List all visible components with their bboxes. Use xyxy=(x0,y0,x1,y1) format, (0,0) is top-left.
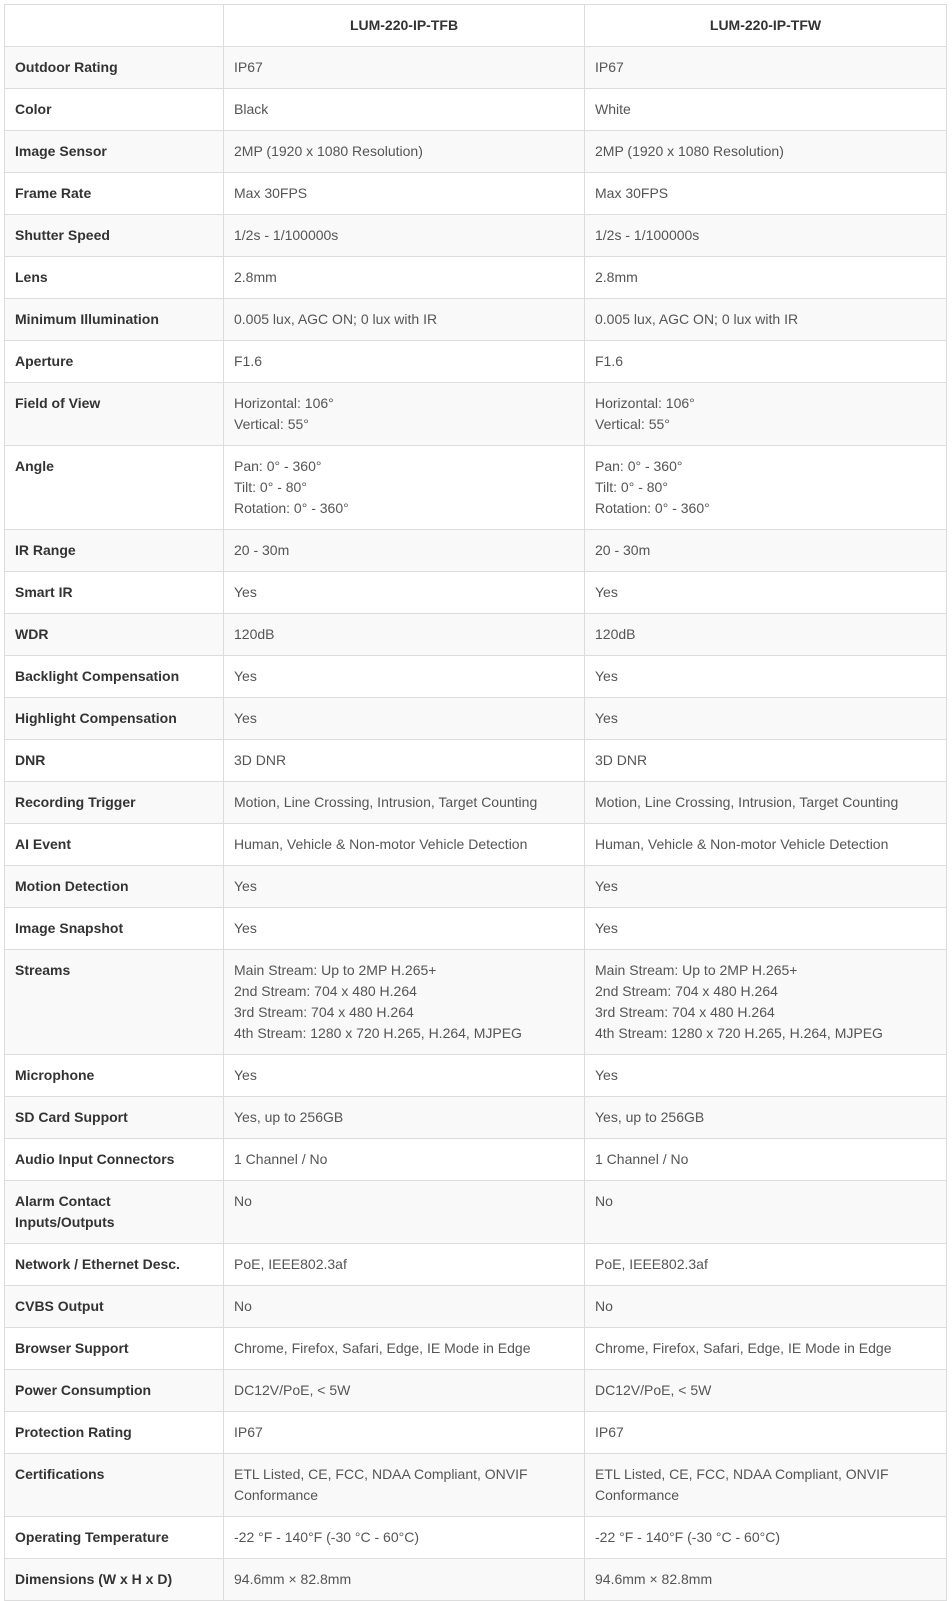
spec-value-line: Yes, up to 256GB xyxy=(595,1109,705,1125)
spec-value-tfb xyxy=(224,782,585,824)
spec-value-tfw xyxy=(585,530,947,572)
spec-value-line: IP67 xyxy=(234,1424,263,1440)
spec-value-tfb xyxy=(224,824,585,866)
spec-label: WDR xyxy=(5,614,224,656)
table-row xyxy=(5,1517,947,1559)
table-row xyxy=(5,1559,947,1601)
spec-value-line: DC12V/PoE, < 5W xyxy=(595,1382,712,1398)
table-row xyxy=(5,383,947,446)
table-row xyxy=(5,215,947,257)
spec-value-tfw xyxy=(585,572,947,614)
spec-value-line: Yes xyxy=(234,920,257,936)
spec-label: Motion Detection xyxy=(5,866,224,908)
table-row xyxy=(5,866,947,908)
spec-value-line: F1.6 xyxy=(234,353,263,369)
spec-value-line: 0.005 lux, AGC ON; 0 lux with IR xyxy=(234,311,438,327)
spec-value-line: Pan: 0° - 360° xyxy=(595,458,683,474)
spec-label: Smart IR xyxy=(5,572,224,614)
spec-value-line: Yes xyxy=(234,878,257,894)
spec-value-tfb xyxy=(224,1517,585,1559)
spec-value-tfw xyxy=(585,1517,947,1559)
spec-value-line: Yes xyxy=(595,920,618,936)
spec-value-line: 2.8mm xyxy=(234,269,277,285)
spec-value-tfb xyxy=(224,656,585,698)
spec-value-line: 120dB xyxy=(595,626,636,642)
table-row xyxy=(5,782,947,824)
spec-value-line: Rotation: 0° - 360° xyxy=(595,500,710,516)
spec-value-tfb xyxy=(224,299,585,341)
spec-value-line: ETL Listed, CE, FCC, NDAA Compliant, ONVIF xyxy=(595,1466,889,1482)
spec-value-tfw xyxy=(585,1370,947,1412)
spec-value-line: PoE, IEEE802.3af xyxy=(234,1256,347,1272)
spec-value-tfw xyxy=(585,908,947,950)
table-row xyxy=(5,1370,947,1412)
table-row xyxy=(5,614,947,656)
table-row xyxy=(5,257,947,299)
table-row xyxy=(5,173,947,215)
table-row xyxy=(5,299,947,341)
spec-value-line: 20 - 30m xyxy=(595,542,651,558)
spec-value-line: Horizontal: 106° xyxy=(234,395,334,411)
table-row xyxy=(5,908,947,950)
spec-value-tfw xyxy=(585,1559,947,1601)
spec-value-line: Vertical: 55° xyxy=(595,416,670,432)
spec-value-line: 3rd Stream: 704 x 480 H.264 xyxy=(234,1004,414,1020)
spec-value-line: 120dB xyxy=(234,626,275,642)
spec-value-tfb xyxy=(224,908,585,950)
spec-value-line: Yes xyxy=(234,584,257,600)
spec-value-tfw xyxy=(585,1412,947,1454)
spec-value-tfb xyxy=(224,1244,585,1286)
spec-value-line: 2.8mm xyxy=(595,269,638,285)
spec-value-tfw xyxy=(585,950,947,1055)
spec-value-tfb xyxy=(224,530,585,572)
table-row xyxy=(5,1286,947,1328)
spec-value-line: -22 °F - 140°F (-30 °C - 60°C) xyxy=(234,1529,419,1545)
spec-value-line: 3rd Stream: 704 x 480 H.264 xyxy=(595,1004,775,1020)
spec-value-line: Main Stream: Up to 2MP H.265+ xyxy=(595,962,798,978)
spec-value-tfw xyxy=(585,1286,947,1328)
spec-value-line: Rotation: 0° - 360° xyxy=(234,500,349,516)
spec-label: Alarm Contact Inputs/Outputs xyxy=(5,1181,224,1244)
spec-value-line: 1/2s - 1/100000s xyxy=(234,227,339,243)
table-row xyxy=(5,824,947,866)
table-row xyxy=(5,446,947,530)
header-model-tfb: LUM-220-IP-TFB xyxy=(224,5,585,47)
table-row xyxy=(5,530,947,572)
spec-label: DNR xyxy=(5,740,224,782)
spec-value-line: Vertical: 55° xyxy=(234,416,309,432)
table-row xyxy=(5,131,947,173)
spec-value-tfw xyxy=(585,173,947,215)
spec-value-line: -22 °F - 140°F (-30 °C - 60°C) xyxy=(595,1529,780,1545)
spec-value-tfb xyxy=(224,89,585,131)
spec-value-line: 20 - 30m xyxy=(234,542,290,558)
table-row xyxy=(5,1055,947,1097)
spec-value-line: Chrome, Firefox, Safari, Edge, IE Mode in Edge xyxy=(595,1340,892,1356)
table-row xyxy=(5,572,947,614)
spec-value-line: Yes xyxy=(234,1067,257,1083)
spec-value-tfw xyxy=(585,131,947,173)
spec-value-tfb xyxy=(224,1139,585,1181)
spec-value-line: White xyxy=(595,101,631,117)
spec-value-line: Max 30FPS xyxy=(234,185,308,201)
spec-label: Dimensions (W x H x D) xyxy=(5,1559,224,1601)
spec-value-line: Yes, up to 256GB xyxy=(234,1109,344,1125)
spec-value-line: Max 30FPS xyxy=(595,185,669,201)
spec-value-tfw xyxy=(585,341,947,383)
spec-label: IR Range xyxy=(5,530,224,572)
spec-value-line: No xyxy=(595,1193,613,1209)
table-row xyxy=(5,1454,947,1517)
spec-value-line: Horizontal: 106° xyxy=(595,395,695,411)
header-corner-cell xyxy=(5,5,224,47)
spec-label: Lens xyxy=(5,257,224,299)
spec-value-tfw xyxy=(585,1454,947,1517)
table-row xyxy=(5,740,947,782)
spec-label: SD Card Support xyxy=(5,1097,224,1139)
spec-value-line: 3D DNR xyxy=(595,752,648,768)
spec-value-line: 4th Stream: 1280 x 720 H.265, H.264, MJPEG xyxy=(234,1025,522,1041)
table-row xyxy=(5,698,947,740)
spec-value-tfb xyxy=(224,383,585,446)
spec-value-tfw xyxy=(585,1097,947,1139)
spec-value-line: No xyxy=(234,1193,252,1209)
spec-value-tfb xyxy=(224,1097,585,1139)
spec-value-line: Yes xyxy=(234,710,257,726)
table-row xyxy=(5,1328,947,1370)
spec-value-line: 2nd Stream: 704 x 480 H.264 xyxy=(234,983,417,999)
spec-value-tfw xyxy=(585,698,947,740)
spec-value-tfw xyxy=(585,89,947,131)
spec-value-tfb xyxy=(224,173,585,215)
spec-value-tfb xyxy=(224,950,585,1055)
spec-value-tfw xyxy=(585,782,947,824)
spec-value-tfb xyxy=(224,341,585,383)
spec-value-line: Yes xyxy=(595,668,618,684)
spec-value-tfb xyxy=(224,215,585,257)
spec-label: CVBS Output xyxy=(5,1286,224,1328)
spec-value-line: Yes xyxy=(595,878,618,894)
spec-label: Audio Input Connectors xyxy=(5,1139,224,1181)
spec-value-tfb xyxy=(224,1328,585,1370)
spec-label: Browser Support xyxy=(5,1328,224,1370)
spec-value-line: Yes xyxy=(595,584,618,600)
spec-value-tfb xyxy=(224,866,585,908)
spec-value-tfw xyxy=(585,257,947,299)
table-row xyxy=(5,1412,947,1454)
spec-label: Certifications xyxy=(5,1454,224,1517)
spec-value-tfb xyxy=(224,446,585,530)
table-row xyxy=(5,341,947,383)
spec-value-line: Main Stream: Up to 2MP H.265+ xyxy=(234,962,437,978)
spec-value-line: Motion, Line Crossing, Intrusion, Target Counting xyxy=(234,794,538,810)
spec-value-line: Tilt: 0° - 80° xyxy=(595,479,668,495)
table-row xyxy=(5,950,947,1055)
spec-value-line: 1 Channel / No xyxy=(234,1151,328,1167)
spec-value-line: Black xyxy=(234,101,269,117)
table-body xyxy=(5,47,947,1601)
spec-value-tfw xyxy=(585,824,947,866)
spec-label: Image Sensor xyxy=(5,131,224,173)
spec-value-line: 94.6mm × 82.8mm xyxy=(595,1571,713,1587)
spec-label: Microphone xyxy=(5,1055,224,1097)
spec-value-tfb xyxy=(224,698,585,740)
table-row xyxy=(5,47,947,89)
spec-value-tfb xyxy=(224,740,585,782)
spec-value-line: 1/2s - 1/100000s xyxy=(595,227,700,243)
spec-label: Streams xyxy=(5,950,224,1055)
spec-value-tfb xyxy=(224,1370,585,1412)
spec-value-tfw xyxy=(585,446,947,530)
spec-value-line: No xyxy=(595,1298,613,1314)
spec-value-line: 3D DNR xyxy=(234,752,287,768)
spec-label: Outdoor Rating xyxy=(5,47,224,89)
spec-value-line: PoE, IEEE802.3af xyxy=(595,1256,708,1272)
spec-value-line: Human, Vehicle & Non-motor Vehicle Detection xyxy=(234,836,528,852)
spec-value-tfb xyxy=(224,614,585,656)
spec-value-line: Conformance xyxy=(595,1487,680,1503)
spec-value-line: Human, Vehicle & Non-motor Vehicle Detection xyxy=(595,836,889,852)
spec-value-tfb xyxy=(224,1055,585,1097)
spec-label: Shutter Speed xyxy=(5,215,224,257)
table-row xyxy=(5,1181,947,1244)
spec-value-tfb xyxy=(224,1181,585,1244)
spec-label: Network / Ethernet Desc. xyxy=(5,1244,224,1286)
spec-label: Minimum Illumination xyxy=(5,299,224,341)
spec-value-line: No xyxy=(234,1298,252,1314)
spec-label: Highlight Compensation xyxy=(5,698,224,740)
spec-value-line: Yes xyxy=(595,710,618,726)
spec-value-line: Conformance xyxy=(234,1487,319,1503)
spec-label: Frame Rate xyxy=(5,173,224,215)
spec-label: Angle xyxy=(5,446,224,530)
table-row xyxy=(5,656,947,698)
spec-value-tfb xyxy=(224,257,585,299)
spec-value-line: DC12V/PoE, < 5W xyxy=(234,1382,351,1398)
header-model-tfw: LUM-220-IP-TFW xyxy=(585,5,947,47)
spec-value-line: IP67 xyxy=(595,59,624,75)
spec-value-tfw xyxy=(585,866,947,908)
spec-value-line: Yes xyxy=(595,1067,618,1083)
spec-value-tfb xyxy=(224,47,585,89)
spec-value-line: Tilt: 0° - 80° xyxy=(234,479,307,495)
spec-label: Protection Rating xyxy=(5,1412,224,1454)
table-row xyxy=(5,89,947,131)
spec-value-line: 94.6mm × 82.8mm xyxy=(234,1571,352,1587)
spec-value-line: 1 Channel / No xyxy=(595,1151,689,1167)
spec-value-line: Motion, Line Crossing, Intrusion, Target Counting xyxy=(595,794,899,810)
spec-value-tfw xyxy=(585,614,947,656)
spec-value-line: 2MP (1920 x 1080 Resolution) xyxy=(234,143,423,159)
spec-value-tfw xyxy=(585,215,947,257)
spec-label: AI Event xyxy=(5,824,224,866)
spec-value-tfb xyxy=(224,1559,585,1601)
spec-value-line: 4th Stream: 1280 x 720 H.265, H.264, MJPEG xyxy=(595,1025,883,1041)
spec-value-tfb xyxy=(224,1286,585,1328)
spec-value-line: 2nd Stream: 704 x 480 H.264 xyxy=(595,983,778,999)
table-row xyxy=(5,1244,947,1286)
spec-value-tfw xyxy=(585,1055,947,1097)
spec-value-line: Yes xyxy=(234,668,257,684)
spec-value-tfw xyxy=(585,1181,947,1244)
spec-value-line: Pan: 0° - 360° xyxy=(234,458,322,474)
spec-label: Color xyxy=(5,89,224,131)
spec-label: Backlight Compensation xyxy=(5,656,224,698)
spec-label: Power Consumption xyxy=(5,1370,224,1412)
spec-label: Image Snapshot xyxy=(5,908,224,950)
spec-value-tfw xyxy=(585,1328,947,1370)
table-row xyxy=(5,1097,947,1139)
spec-value-tfw xyxy=(585,656,947,698)
spec-value-tfb xyxy=(224,572,585,614)
spec-value-tfw xyxy=(585,1244,947,1286)
table-row xyxy=(5,1139,947,1181)
spec-value-line: F1.6 xyxy=(595,353,624,369)
spec-label: Field of View xyxy=(5,383,224,446)
spec-value-tfw xyxy=(585,299,947,341)
spec-label: Aperture xyxy=(5,341,224,383)
spec-value-tfb xyxy=(224,1412,585,1454)
spec-value-tfb xyxy=(224,1454,585,1517)
spec-label: Recording Trigger xyxy=(5,782,224,824)
spec-value-line: Chrome, Firefox, Safari, Edge, IE Mode in Edge xyxy=(234,1340,531,1356)
spec-comparison-table xyxy=(4,4,947,1601)
spec-value-line: IP67 xyxy=(234,59,263,75)
spec-value-tfw xyxy=(585,383,947,446)
spec-value-tfw xyxy=(585,47,947,89)
table-header xyxy=(5,5,947,47)
header-row xyxy=(5,5,947,47)
spec-value-line: ETL Listed, CE, FCC, NDAA Compliant, ONVIF xyxy=(234,1466,528,1482)
spec-label: Operating Temperature xyxy=(5,1517,224,1559)
spec-value-line: 2MP (1920 x 1080 Resolution) xyxy=(595,143,784,159)
spec-value-line: 0.005 lux, AGC ON; 0 lux with IR xyxy=(595,311,799,327)
spec-value-tfb xyxy=(224,131,585,173)
spec-value-tfw xyxy=(585,740,947,782)
spec-value-line: IP67 xyxy=(595,1424,624,1440)
spec-value-tfw xyxy=(585,1139,947,1181)
